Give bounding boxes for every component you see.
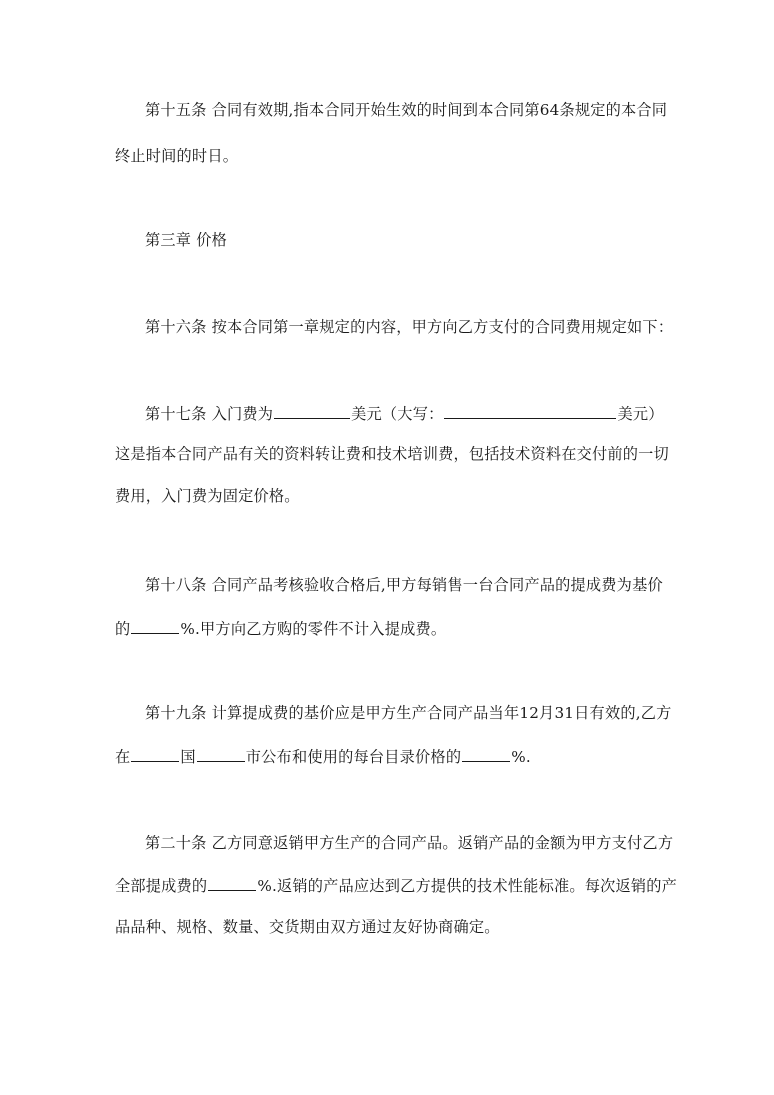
country-blank[interactable] — [131, 746, 179, 762]
article-17-text-a: 第十七条 入门费为 — [145, 405, 274, 423]
article-19-text-a: 在 — [115, 748, 131, 766]
article-19-text-c: 市公布和使用的每台目录价格的 — [245, 748, 462, 766]
article-15-line-2: 终止时间的时日。 — [115, 147, 239, 165]
list-price-percent-blank[interactable] — [462, 746, 510, 762]
article-20-line-3: 品品种、规格、数量、交货期由双方通过友好协商确定。 — [115, 918, 500, 936]
article-17-line-1 — [145, 403, 664, 424]
article-17-text-c: 美元） — [617, 405, 664, 423]
article-20-text-b: %.返销的产品应达到乙方提供的技术性能标准。每次返销的产 — [257, 877, 678, 895]
entry-fee-usd-blank[interactable] — [274, 403, 350, 419]
article-17-line-2: 这是指本合同产品有关的资料转让费和技术培训费，包括技术资料在交付前的一切 — [115, 445, 669, 463]
article-20-text-a: 全部提成费的 — [115, 877, 208, 895]
article-19-text-d: %. — [511, 748, 531, 766]
article-17-text-b: 美元（大写： — [351, 405, 444, 423]
article-19-line-2 — [115, 746, 531, 767]
buyback-percent-blank[interactable] — [208, 875, 256, 891]
royalty-percent-blank[interactable] — [131, 618, 179, 634]
article-18-text-b: %.甲方向乙方购的零件不计入提成费。 — [180, 620, 447, 638]
article-19-text-b: 国 — [180, 748, 196, 766]
city-blank[interactable] — [197, 746, 245, 762]
article-18-line-2 — [115, 618, 446, 639]
article-16-line-1: 第十六条 按本合同第一章规定的内容，甲方向乙方支付的合同费用规定如下： — [145, 318, 674, 336]
article-20-line-2 — [115, 875, 677, 896]
article-18-line-1: 第十八条 合同产品考核验收合格后,甲方每销售一台合同产品的提成费为基价 — [145, 576, 663, 594]
article-18-text-a: 的 — [115, 620, 131, 638]
article-20-line-1: 第二十条 乙方同意返销甲方生产的合同产品。返销产品的金额为甲方支付乙方 — [145, 834, 674, 852]
entry-fee-words-blank[interactable] — [444, 403, 616, 419]
article-17-line-3: 费用，入门费为固定价格。 — [115, 487, 300, 505]
article-19-line-1: 第十九条 计算提成费的基价应是甲方生产合同产品当年12月31日有效的,乙方 — [145, 704, 672, 722]
article-15-line-1: 第十五条 合同有效期,指本合同开始生效的时间到本合同第64条规定的本合同 — [145, 101, 668, 119]
chapter-3-heading: 第三章 价格 — [145, 231, 227, 249]
